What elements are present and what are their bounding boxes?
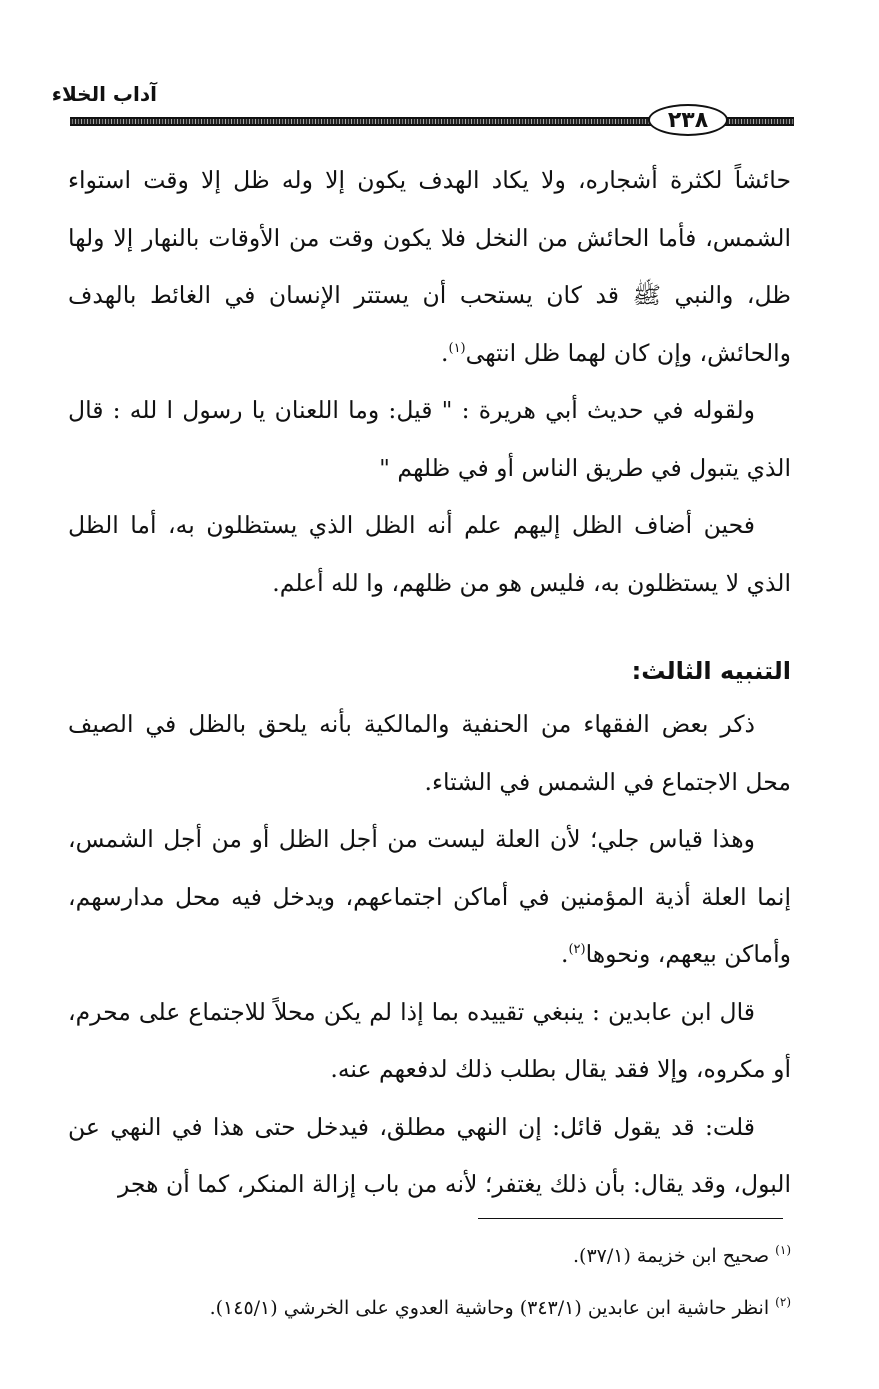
- paragraph-2: ولقوله في حديث أبي هريرة : " قيل: وما اللعنان يا رسول ا لله : قال الذي يتبول في طريق الناس أو في ظلهم ": [68, 396, 791, 482]
- paragraph-5-text: وهذا قياس جلي؛ لأن العلة ليست من أجل الظل أو من أجل الشمس، إنما العلة أذية المؤمنين في أماكن اجتماعهم، ويدخل فيه محل مدارسهم، وأماكن بيعهم، ونحوها: [68, 825, 791, 968]
- footnote-ref-2: (٢): [568, 942, 586, 957]
- footnote-ref-1: (١): [448, 340, 466, 356]
- running-title: آداب الخلاء: [51, 82, 157, 106]
- paragraph-6: قال ابن عابدين : ينبغي تقييده بما إذا لم يكن محلاً للاجتماع على محرم، أو مكروه، وإلا فقد يقال بطلب ذلك لدفعهم عنه.: [68, 997, 791, 1083]
- footnote-marker: (١): [775, 1243, 791, 1257]
- footnote-2: [80, 1282, 791, 1334]
- footnote-marker: (٢): [775, 1295, 791, 1309]
- section-heading: التنبيه الثالث:: [631, 657, 791, 685]
- paragraph-5-end: .: [560, 940, 569, 968]
- paragraph-1-text: حائشاً لكثرة أشجاره، ولا يكاد الهدف يكون إلا وله ظل إلا وقت استواء الشمس، فأما الحائش من النخل فلا يكون وقت من الأوقات بالنهار إلا ولها ظل، والنبي ﷺ قد كان يستحب أن يستتر الإنسان في الغائط بالهدف والحائش، وإن كان لهما ظل انتهى: [68, 166, 791, 367]
- paragraph-1: [68, 152, 791, 382]
- paragraph-4: ذكر بعض الفقهاء من الحنفية والمالكية بأنه يلحق بالظل في الصيف محل الاجتماع في الشمس في الشتاء.: [68, 710, 791, 796]
- main-text: [68, 152, 791, 1214]
- paragraph-1-end: .: [441, 338, 449, 367]
- footnote-1: [80, 1230, 791, 1282]
- paragraph-7: قلت: قد يقول قائل: إن النهي مطلق، فيدخل حتى هذا في النهي عن البول، وقد يقال: بأن ذلك يغتفر؛ لأنه من باب إزالة المنكر، كما أن هجر: [68, 1112, 791, 1198]
- paragraph-3: فحين أضاف الظل إليهم علم أنه الظل الذي يستظلون به، أما الظل الذي لا يستظلون به، فليس هو من ظلهم، وا لله أعلم.: [68, 511, 791, 597]
- footnotes: [80, 1230, 791, 1334]
- paragraph-5: [68, 811, 791, 984]
- footnote-text: صحيح ابن خزيمة (٣٧/١).: [572, 1245, 770, 1267]
- page-number: ٢٣٨: [648, 104, 728, 136]
- footnote-separator: [478, 1218, 783, 1219]
- footnote-text: انظر حاشية ابن عابدين (٣٤٣/١) وحاشية العدوي على الخرشي (١٤٥/١).: [209, 1297, 770, 1319]
